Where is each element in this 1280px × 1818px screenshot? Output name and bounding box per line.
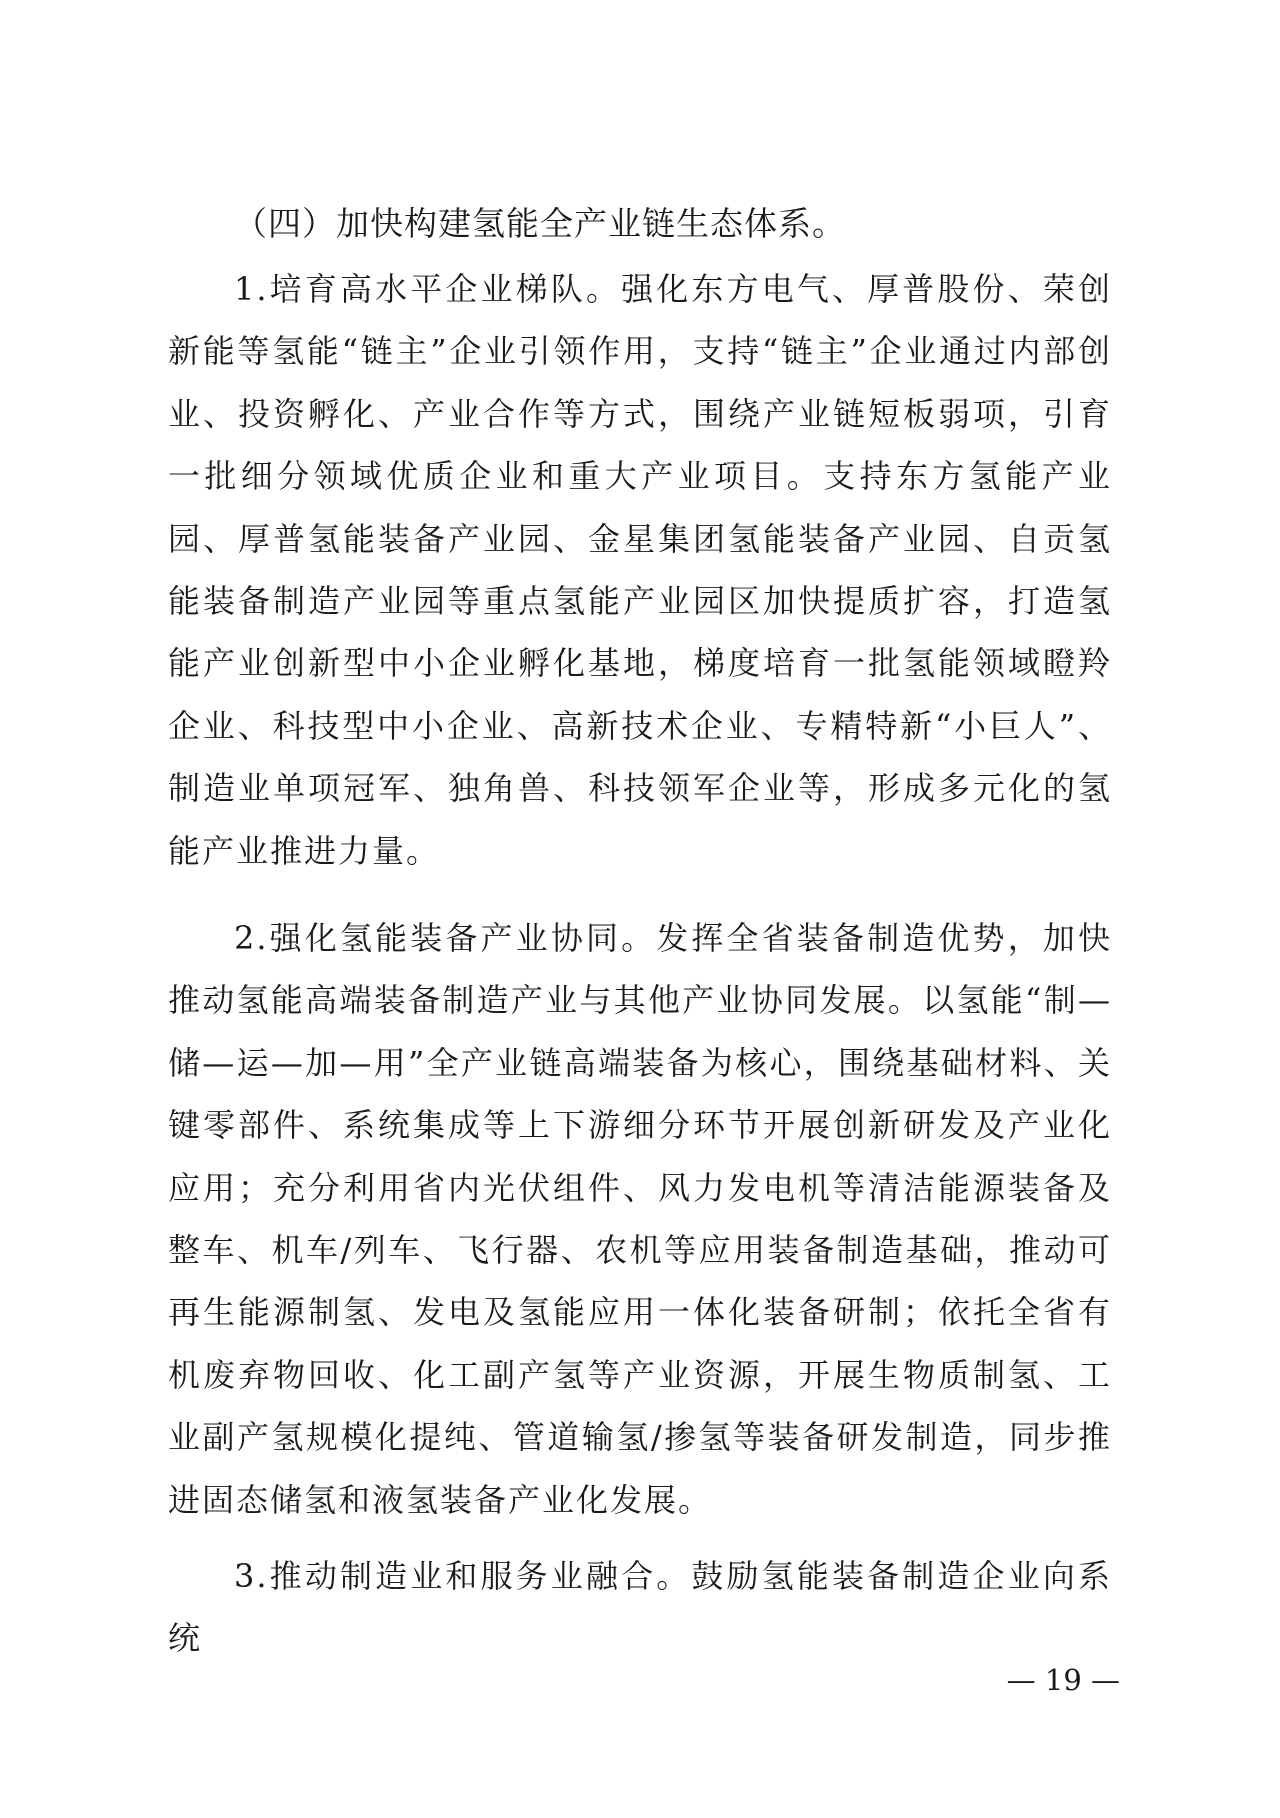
section-heading: （四）加快构建氢能全产业链生态体系。 (234, 204, 846, 243)
paragraph-2: 2.强化氢能装备产业协同。发挥全省装备制造优势，加快推动氢能高端装备制造产业与其他产业协同发展。以氢能“制—储—运—加—用”全产业链高端装备为核心，围绕基础材料、关键零部件、系统集成等上下游细分环节开展创新研发及产业化应用；充分利用省内光伏组件、风力发电机等清洁能源装备及整车、机车/列车、飞行器、农机等应用装备制造基础，推动可再生能源制氢、发电及氢能应用一体化装备研制；依托全省有机废弃物回收、化工副产氢等产业资源，开展生物质制氢、工业副产氢规模化提纯、管道输氢/掺氢等装备研发制造，同步推进固态储氢和液氢装备产业化发展。 (168, 919, 1112, 1519)
page-number: — 19 — (1006, 1663, 1120, 1697)
paragraph-3: 3.推动制造业和服务业融合。鼓励氢能装备制造企业向系统 (168, 1557, 1112, 1658)
paragraph-1: 1.培育高水平企业梯队。强化东方电气、厚普股份、荣创新能等氢能“链主”企业引领作用，支持“链主”企业通过内部创业、投资孵化、产业合作等方式，围绕产业链短板弱项，引育一批细分领域优质企业和重大产业项目。支持东方氢能产业园、厚普氢能装备产业园、金星集团氢能装备产业园、自贡氢能装备制造产业园等重点氢能产业园区加快提质扩容，打造氢能产业创新型中小企业孵化基地，梯度培育一批氢能领域瞪羚企业、科技型中小企业、高新技术企业、专精特新“小巨人”、制造业单项冠军、独角兽、科技领军企业等，形成多元化的氢能产业推进力量。 (168, 270, 1112, 870)
